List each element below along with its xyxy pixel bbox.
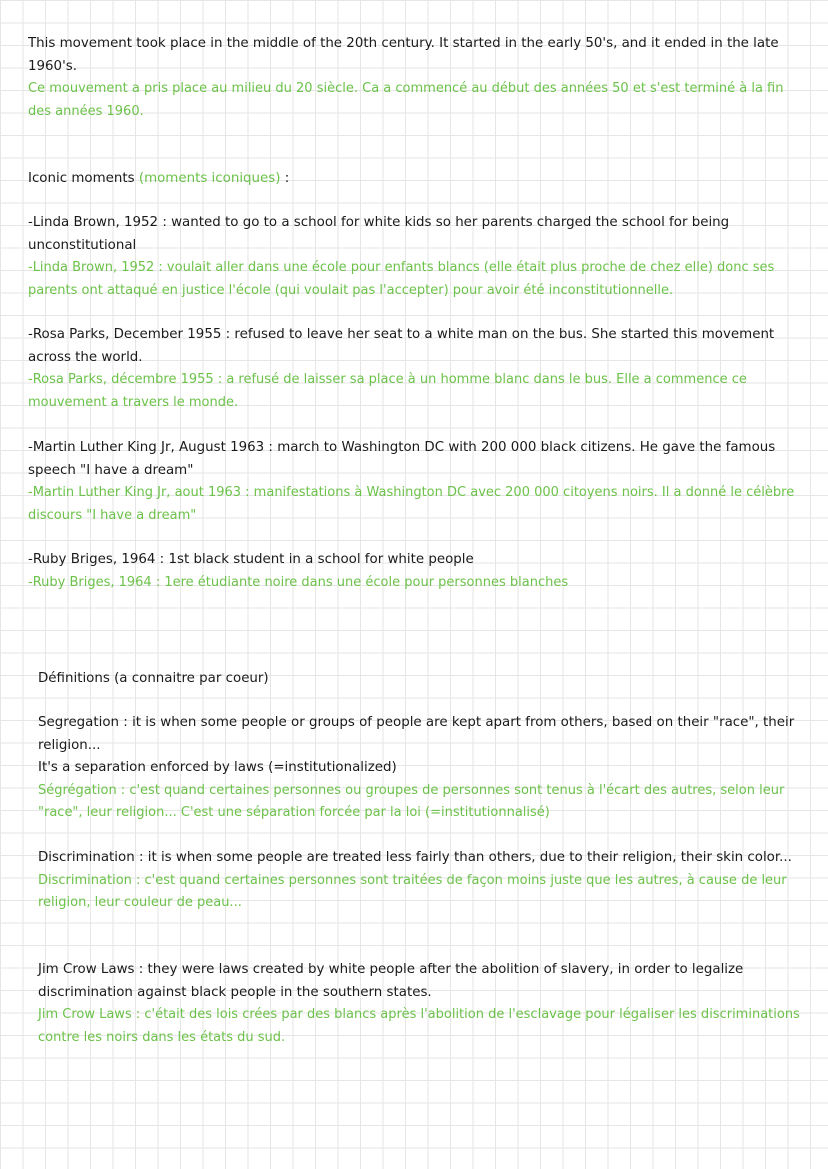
item-french: -Ruby Briges, 1964 : 1ere étudiante noire dans une école pour personnes blanches	[28, 574, 569, 590]
definitions-heading-text: Définitions (a connaitre par coeur)	[38, 671, 269, 686]
definitions-heading	[38, 668, 808, 691]
iconic-item-mlk	[28, 437, 808, 527]
item-french: -Rosa Parks, décembre 1955 : a refusé de laisser sa place à un homme blanc dans le bus. Elle a commence ce mouvement a travers le monde.	[28, 372, 747, 410]
iconic-item-rosa-parks	[28, 324, 808, 414]
item-english: -Rosa Parks, December 1955 : refused to leave her seat to a white man on the bus. She started this movement across the world.	[28, 327, 775, 365]
iconic-heading	[28, 168, 808, 191]
item-english: -Ruby Briges, 1964 : 1st black student in a school for white people	[28, 552, 474, 567]
item-french: -Linda Brown, 1952 : voulait aller dans une école pour enfants blancs (elle était plus proche de chez elle) donc ses parents ont attaqué en justice l'école (qui voulait pas l'accepter) pour avoir été inconstitutionnelle.	[28, 260, 775, 298]
iconic-heading-colon: :	[284, 171, 290, 186]
item-english: -Linda Brown, 1952 : wanted to go to a school for white kids so her parents charged the school for being unconstitutional	[28, 215, 730, 253]
definition-jim-crow	[38, 959, 808, 1049]
iconic-heading-translation: (moments iconiques)	[138, 171, 281, 186]
definition-english: Segregation : it is when some people or groups of people are kept apart from others, based on their "race", their religion...	[38, 715, 795, 753]
intro-english: This movement took place in the middle of the 20th century. It started in the early 50's, and it ended in the late 1960's.	[28, 36, 779, 74]
definition-french: Jim Crow Laws : c'était des lois crées par des blancs après l'abolition de l'esclavage pour légaliser les discriminations contre les noirs dans les états du sud.	[38, 1007, 800, 1045]
iconic-item-linda-brown	[28, 212, 808, 302]
item-french: -Martin Luther King Jr, aout 1963 : manifestations à Washington DC avec 200 000 citoyens noirs. Il a donné le célèbre discours "I have a dream"	[28, 485, 795, 523]
definition-english: Discrimination : it is when some people are treated less fairly than others, due to their religion, their skin color...	[38, 850, 792, 865]
definition-discrimination	[38, 847, 808, 915]
item-english: -Martin Luther King Jr, August 1963 : march to Washington DC with 200 000 black citizens. He gave the famous speech "I have a dream"	[28, 440, 776, 478]
definition-segregation	[38, 712, 808, 825]
definition-french: Ségrégation : c'est quand certaines personnes ou groupes de personnes sont tenus à l'écart des autres, selon leur "race", leur religion... C'est une séparation forcée par la loi (=institutionnalisé)	[38, 782, 785, 820]
intro-block	[28, 33, 808, 123]
definition-english-extra: It's a separation enforced by laws (=institutionalized)	[38, 760, 397, 775]
iconic-item-ruby-bridges	[28, 549, 808, 594]
iconic-heading-text: Iconic moments	[28, 171, 135, 186]
definition-english: Jim Crow Laws : they were laws created by white people after the abolition of slavery, in order to legalize discrimination against black people in the southern states.	[38, 962, 744, 1000]
definition-french: Discrimination : c'est quand certaines personnes sont traitées de façon moins juste que les autres, à cause de leur religion, leur couleur de peau...	[38, 872, 787, 910]
intro-french: Ce mouvement a pris place au milieu du 20 siècle. Ca a commencé au début des années 50 et s'est terminé à la fin des années 1960.	[28, 81, 784, 119]
